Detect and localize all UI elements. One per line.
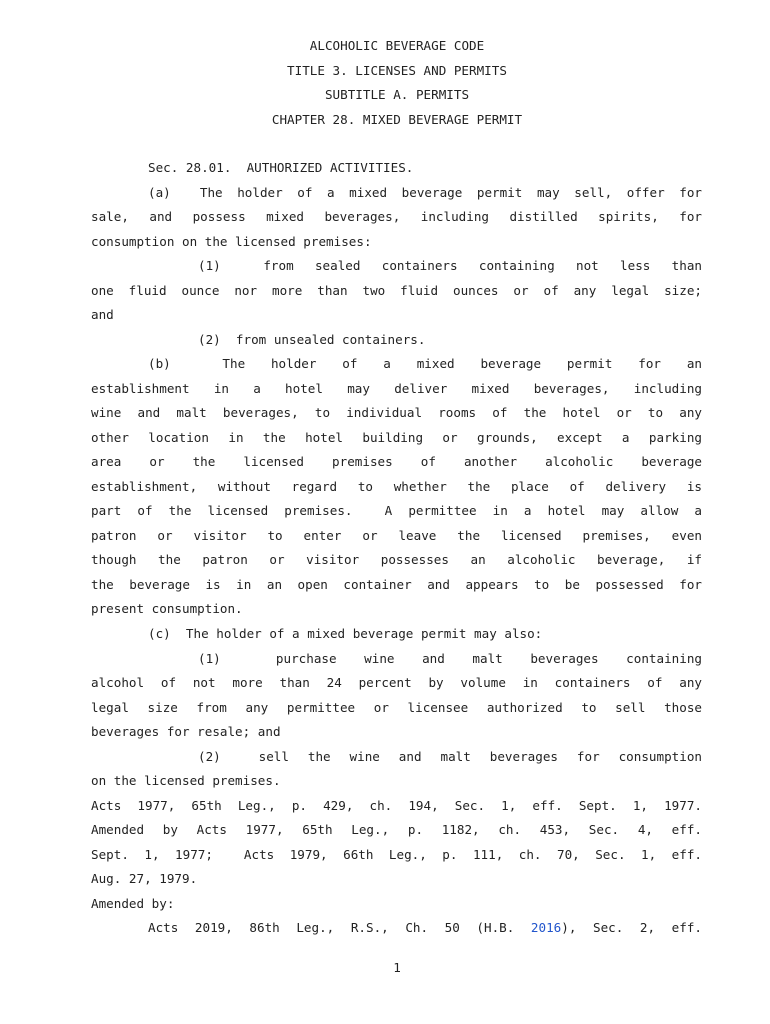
text-line: wine and malt beverages, to individual rooms of the hotel or to any: [91, 405, 702, 420]
text-line: (b) The holder of a mixed beverage permit for an: [148, 356, 702, 371]
text-line: patron or visitor to enter or leave the licensed premises, even: [91, 528, 702, 543]
text-line: part of the licensed premises. A permittee in a hotel may allow a: [91, 503, 702, 518]
amended-by-label: Amended by:: [91, 896, 175, 911]
page-number: 1: [393, 960, 401, 975]
text-line: (2) from unsealed containers.: [198, 332, 426, 347]
code-heading: ALCOHOLIC BEVERAGE CODE: [309, 38, 485, 53]
text-line: legal size from any permittee or licensee authorized to sell those: [91, 700, 702, 715]
text-line: and: [91, 307, 114, 322]
text-line: other location in the hotel building or grounds, except a parking: [91, 430, 702, 445]
section-heading: Sec. 28.01. AUTHORIZED ACTIVITIES.: [148, 160, 414, 175]
chapter-heading: CHAPTER 28. MIXED BEVERAGE PERMIT: [271, 112, 523, 127]
text-line: (1) from sealed containers containing not less than: [198, 258, 702, 273]
text-line: though the patron or visitor possesses an alcoholic beverage, if: [91, 552, 702, 567]
bill-link[interactable]: 2016: [530, 920, 562, 935]
text-line: present consumption.: [91, 601, 243, 616]
amendment-text-after: ), Sec. 2, eff.: [561, 920, 702, 935]
history-line: Acts 1977, 65th Leg., p. 429, ch. 194, Sec. 1, eff. Sept. 1, 1977.: [91, 798, 702, 813]
history-line: Aug. 27, 1979.: [91, 871, 198, 886]
text-line: consumption on the licensed premises:: [91, 234, 372, 249]
text-line: one fluid ounce nor more than two fluid ounces or of any legal size;: [91, 283, 702, 298]
text-line: (1) purchase wine and malt beverages containing: [198, 651, 702, 666]
subtitle-heading: SUBTITLE A. PERMITS: [324, 87, 470, 102]
text-line: (a) The holder of a mixed beverage permit may sell, offer for: [148, 185, 702, 200]
text-line: (c) The holder of a mixed beverage permit may also:: [148, 626, 543, 641]
text-line: on the licensed premises.: [91, 773, 281, 788]
text-line: (2) sell the wine and malt beverages for consumption: [198, 749, 702, 764]
amendment-text-before: Acts 2019, 86th Leg., R.S., Ch. 50 (H.B.: [148, 920, 531, 935]
text-line: establishment in a hotel may deliver mixed beverages, including: [91, 381, 702, 396]
text-line: sale, and possess mixed beverages, including distilled spirits, for: [91, 209, 702, 224]
text-line: alcohol of not more than 24 percent by volume in containers of any: [91, 675, 702, 690]
title-heading: TITLE 3. LICENSES AND PERMITS: [287, 63, 507, 78]
history-line: Sept. 1, 1977; Acts 1979, 66th Leg., p. 111, ch. 70, Sec. 1, eff.: [91, 847, 702, 862]
text-line: beverages for resale; and: [91, 724, 281, 739]
text-line: the beverage is in an open container and appears to be possessed for: [91, 577, 702, 592]
text-line: area or the licensed premises of another alcoholic beverage: [91, 454, 702, 469]
amendment-line: [148, 920, 702, 936]
text-line: establishment, without regard to whether the place of delivery is: [91, 479, 702, 494]
history-line: Amended by Acts 1977, 65th Leg., p. 1182, ch. 453, Sec. 4, eff.: [91, 822, 702, 837]
